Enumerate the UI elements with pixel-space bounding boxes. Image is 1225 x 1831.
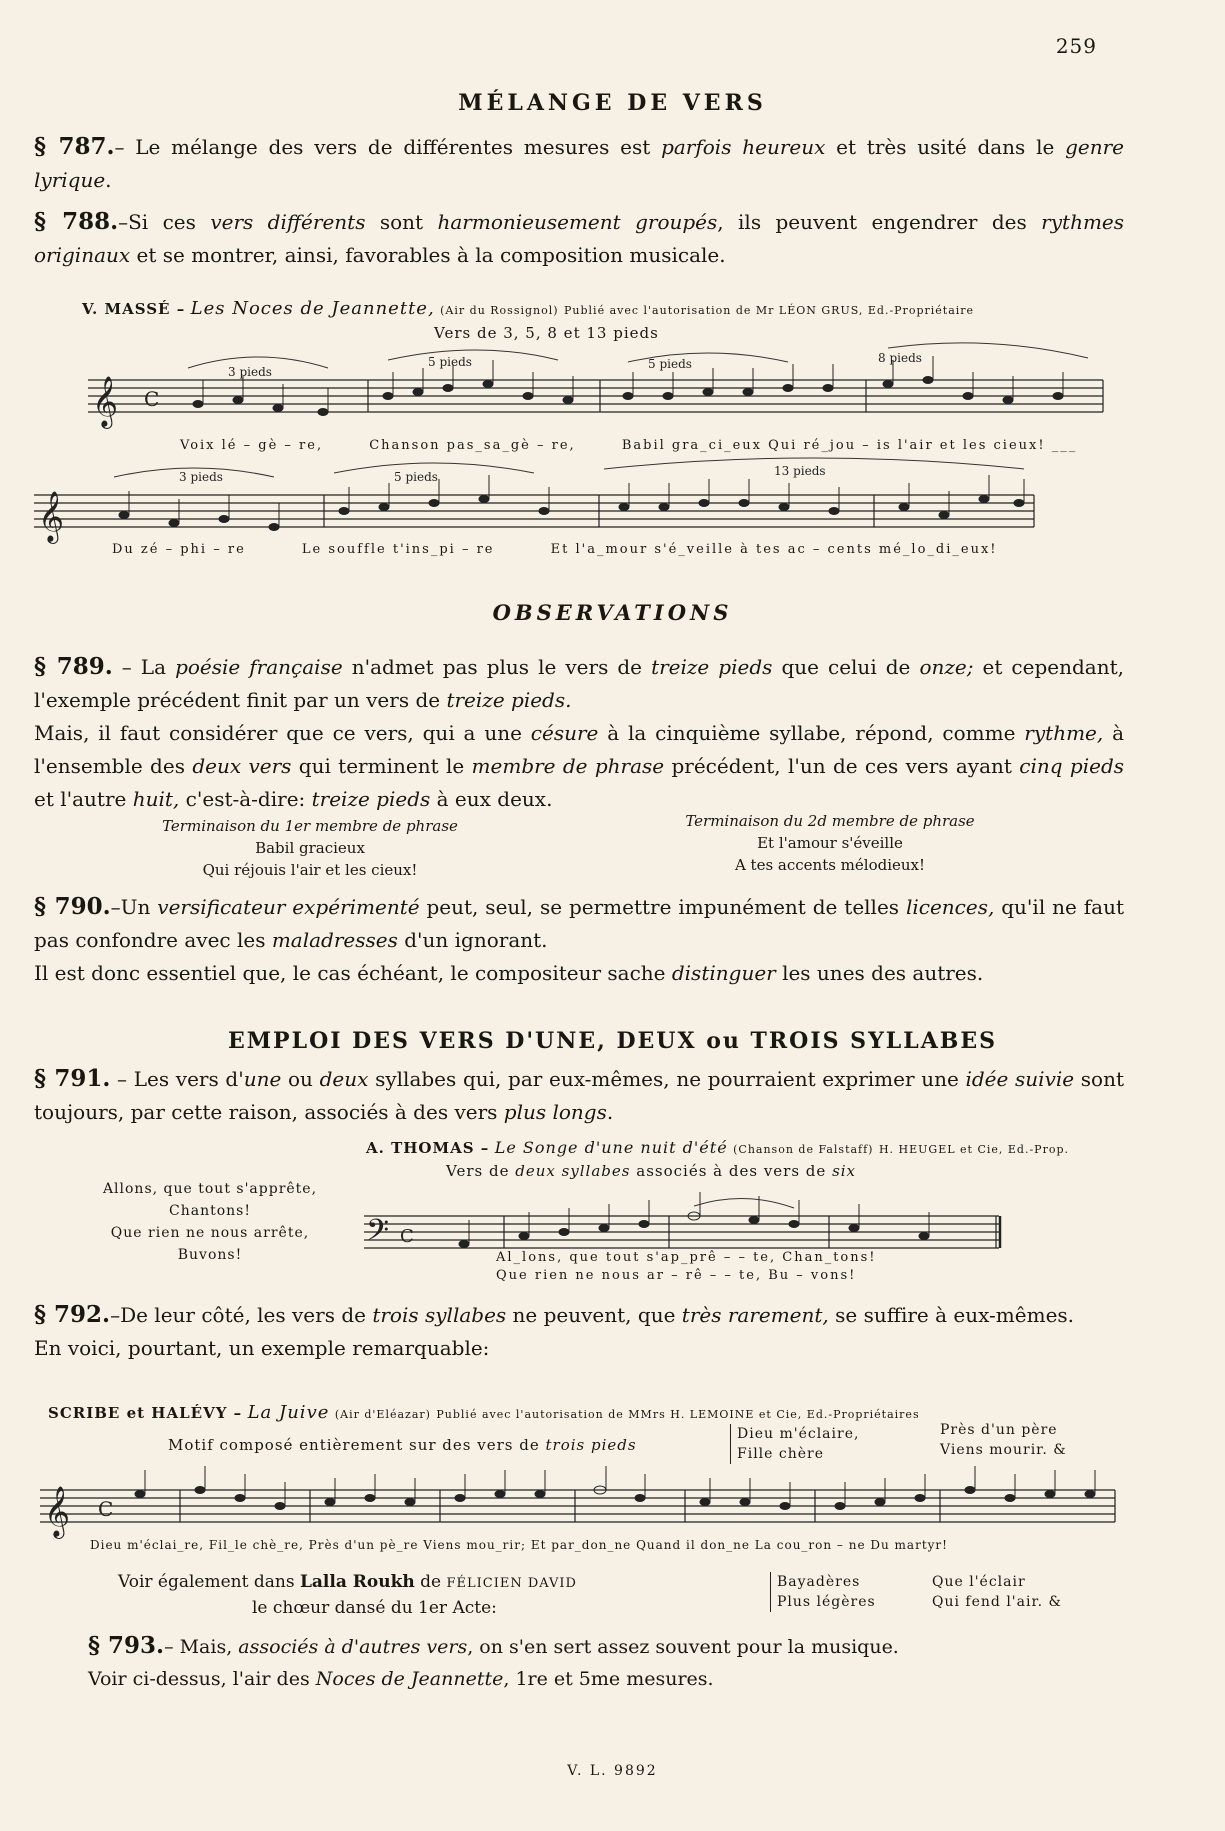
work-title: Le Songe d'une nuit d'été	[494, 1138, 728, 1157]
emphasis: très rarement,	[681, 1303, 829, 1327]
termination-2	[640, 810, 1020, 876]
text: –Si ces	[118, 210, 211, 234]
emphasis: distinguer	[671, 961, 776, 985]
bracket-line: Plus légères	[777, 1594, 876, 1610]
section-number: § 787.	[34, 133, 115, 160]
composer: A. THOMAS –	[366, 1139, 490, 1157]
emphasis: plus longs	[503, 1100, 607, 1124]
poem-line: Que rien ne nous arrête,	[110, 1225, 310, 1241]
text: Voir ci-dessus, l'air des	[88, 1668, 316, 1690]
composer: V. MASSÉ –	[82, 300, 186, 318]
section-title-emploi: EMPLOI DES VERS D'UNE, DEUX ou TROIS SYLLABES	[227, 1028, 998, 1054]
section-number: § 793.	[88, 1632, 165, 1659]
motif-note	[168, 1436, 637, 1454]
text: – Les vers d'	[110, 1067, 244, 1091]
page-number: 259	[1055, 34, 1097, 58]
emphasis: versificateur expérimenté	[157, 895, 420, 919]
phrase-slurs	[188, 343, 1088, 368]
music-staff-2	[34, 455, 1104, 545]
emphasis: idée suivie	[965, 1067, 1075, 1091]
example-subtitle	[446, 1162, 856, 1180]
lyric: Le souffle t'ins_pi – re	[301, 542, 495, 557]
text: En voici, pourtant, un exemple remarquable:	[34, 1336, 490, 1360]
text: .	[105, 168, 112, 192]
text: et cependant, l'exemple précédent finit par un vers de	[34, 655, 1124, 712]
text: se suffire à eux-mêmes.	[828, 1303, 1075, 1327]
text: les unes des autres.	[775, 961, 984, 985]
text: qu'il ne faut pas confondre avec les	[34, 895, 1124, 952]
paragraph-793	[88, 1630, 1088, 1695]
emphasis: deux syllabes	[515, 1162, 631, 1180]
text: – La	[112, 655, 176, 679]
lyric: Du zé – phi – re	[112, 542, 246, 557]
text: –De leur côté, les vers de	[110, 1303, 373, 1327]
text: le chœur dansé du 1er Acte:	[252, 1598, 497, 1618]
text: et l'autre	[34, 787, 133, 811]
time-signature: C	[98, 1497, 114, 1521]
bracket-line: Qui fend l'air. &	[932, 1594, 1062, 1610]
termination-title: Terminaison du 1er membre de phrase	[162, 817, 458, 835]
emphasis: vers différents	[210, 210, 366, 234]
text: ou	[281, 1067, 320, 1091]
foot-label: 5 pieds	[648, 357, 692, 371]
emphasis: onze;	[919, 655, 974, 679]
termination-line: Babil gracieux	[255, 839, 365, 857]
treble-clef-icon: 𝄞	[38, 491, 65, 542]
lyrics-juive: Dieu m'éclai_re, Fil_le chè_re, Près d'un pè_re Viens mou_rir; Et par_don_ne Quand il don_ne La cou_ron – ne Du martyr!	[90, 1538, 948, 1552]
emphasis: membre de phrase	[471, 754, 665, 778]
section-number: § 789.	[34, 653, 113, 680]
emphasis: deux	[319, 1067, 369, 1091]
permission-note: Publié avec l'autorisation de Mr LÉON GRUS, Ed.-Propriétaire	[564, 304, 975, 317]
bracket-line: Près d'un père	[940, 1422, 1058, 1438]
text: – Mais,	[164, 1636, 239, 1658]
emphasis: licences,	[905, 895, 995, 919]
emphasis: cinq pieds	[1019, 754, 1125, 778]
plate-number: V. L. 9892	[567, 1763, 658, 1779]
lyrics-allons: Al_lons, que tout s'ap_prê – – te, Chan_tons!	[496, 1250, 877, 1265]
text: .	[606, 1100, 614, 1124]
text: syllabes qui, par eux-mêmes, ne pourraient exprimer une	[368, 1067, 966, 1091]
foot-labels	[228, 351, 922, 379]
termination-line: Qui réjouis l'air et les cieux!	[202, 861, 418, 879]
example-subtitle: Vers de 3, 5, 8 et 13 pieds	[434, 324, 659, 342]
see-also	[118, 1570, 738, 1620]
lyrics-row-1	[180, 438, 1077, 453]
text: ne peuvent, que	[506, 1303, 682, 1327]
emphasis: deux vers	[192, 754, 292, 778]
emphasis: associés à d'autres vers	[238, 1636, 468, 1658]
time-signature: C	[144, 387, 160, 411]
text: de	[414, 1572, 447, 1592]
emphasis: treize pieds	[651, 655, 773, 679]
work-title: Lalla Roukh	[299, 1572, 415, 1592]
text: Voir également dans	[118, 1572, 300, 1592]
paragraph-787	[34, 130, 1124, 197]
air-name: (Chanson de Falstaff)	[733, 1143, 874, 1156]
lyric: Chanson pas_sa_gè – re,	[369, 438, 576, 453]
paragraph-789	[34, 650, 1124, 816]
text: que celui de	[772, 655, 920, 679]
treble-clef-icon: 𝄞	[44, 1486, 71, 1537]
foot-label: 3 pieds	[179, 470, 223, 484]
emphasis: huit,	[132, 787, 180, 811]
section-number: § 790.	[34, 893, 111, 920]
bracket-line: Dieu m'éclaire,	[737, 1426, 860, 1442]
text: , 1re et 5me mesures.	[503, 1668, 714, 1690]
foot-label: 8 pieds	[878, 351, 922, 365]
termination-1	[120, 815, 500, 881]
emphasis: parfois heureux	[661, 135, 826, 159]
air-name: (Air d'Eléazar)	[334, 1408, 431, 1421]
section-title-melange: MÉLANGE DE VERS	[458, 90, 767, 116]
text: Vers de	[446, 1162, 516, 1180]
example-credit-thomas	[366, 1138, 1069, 1157]
text: associés à des vers de	[630, 1162, 833, 1180]
emphasis: rythme,	[1024, 721, 1104, 745]
termination-line: Et l'amour s'éveille	[757, 834, 903, 852]
emphasis: maladresses	[271, 928, 398, 952]
music-staff-4	[40, 1460, 1120, 1540]
observations-title: OBSERVATIONS	[492, 600, 733, 625]
lyric: Et l'a_mour s'é_veille à tes ac – cents mé_lo_di_eux!	[550, 542, 998, 557]
poem-allons	[90, 1178, 330, 1266]
bracket-eclair	[932, 1572, 1062, 1612]
emphasis: genre lyrique	[34, 135, 1125, 192]
emphasis: treize pieds.	[446, 688, 572, 712]
permission-note: Publié avec l'autorisation de MMrs H. LEMOINE et Cie, Ed.-Propriétaires	[436, 1408, 920, 1421]
text: n'admet pas plus le vers de	[342, 655, 652, 679]
bracket-dieu	[730, 1424, 859, 1464]
work-title: Les Noces de Jeannette,	[190, 298, 435, 319]
text: à la cinquième syllabe, répond, comme	[598, 721, 1025, 745]
treble-clef-icon: 𝄞	[92, 376, 119, 427]
emphasis: poésie française	[175, 655, 343, 679]
section-number: § 788.	[34, 208, 119, 235]
emphasis: rythmes originaux	[34, 210, 1125, 267]
text: Mais, il faut considérer que ce vers, qui a une	[34, 721, 531, 745]
notes	[193, 356, 1063, 416]
bracket-line: Que l'éclair	[932, 1574, 1026, 1590]
section-number: § 792.	[34, 1301, 111, 1328]
text: peut, seul, se permettre impunément de telles	[419, 895, 906, 919]
composer: SCRIBE et HALÉVY –	[48, 1404, 243, 1422]
emphasis: césure	[530, 721, 599, 745]
emphasis: six	[832, 1162, 857, 1180]
poem-line: Allons, que tout s'apprête,	[102, 1181, 318, 1197]
text: à l'ensemble des	[34, 721, 1125, 778]
bass-clef-icon: 𝄢	[366, 1214, 390, 1255]
foot-label: 5 pieds	[428, 355, 472, 369]
foot-label: 3 pieds	[228, 365, 272, 379]
bracket-pres	[940, 1420, 1067, 1460]
bracket-bayaderes	[770, 1572, 876, 1612]
emphasis: treize pieds	[311, 787, 431, 811]
text: c'est-à-dire:	[179, 787, 312, 811]
emphasis: Noces de Jeannette	[315, 1668, 504, 1690]
text: Motif composé entièrement sur des vers de	[168, 1436, 546, 1454]
text: , on s'en sert assez souvent pour la musique.	[467, 1636, 899, 1658]
text: d'un ignorant.	[397, 928, 548, 952]
music-staff-1	[88, 340, 1108, 440]
section-number: § 791.	[34, 1065, 111, 1092]
text: –Un	[110, 895, 158, 919]
poem-line: Buvons!	[177, 1247, 243, 1263]
staff-lines	[88, 380, 1103, 412]
paragraph-792	[34, 1298, 1124, 1365]
text: précédent, l'un de ces vers ayant	[664, 754, 1020, 778]
emphasis: une	[243, 1067, 282, 1091]
bracket-line: Fille chère	[737, 1446, 825, 1462]
bracket-line: Bayadères	[777, 1574, 861, 1590]
composer: FÉLICIEN DAVID	[446, 1576, 577, 1591]
text: et très usité dans le	[825, 135, 1066, 159]
text: Il est donc essentiel que, le cas échéant, le compositeur sache	[34, 961, 672, 985]
emphasis: trois pieds	[545, 1436, 637, 1454]
time-signature: C	[400, 1226, 414, 1247]
paragraph-788	[34, 205, 1124, 272]
text: et se montrer, ainsi, favorables à la composition musicale.	[130, 243, 726, 267]
foot-label: 13 pieds	[774, 464, 826, 478]
emphasis: harmonieusement groupés	[437, 210, 718, 234]
air-name: (Air du Rossignol)	[440, 304, 559, 317]
example-credit-masse	[82, 298, 974, 319]
lyrics-row-2	[112, 542, 998, 557]
termination-title: Terminaison du 2d membre de phrase	[685, 812, 975, 830]
lyrics-que-rien: Que rien ne nous ar – rê – – te, Bu – vons!	[496, 1268, 857, 1283]
example-credit-halevy	[48, 1402, 920, 1423]
paragraph-790	[34, 890, 1124, 990]
emphasis: trois syllabes	[372, 1303, 507, 1327]
text: qui terminent le	[291, 754, 472, 778]
paragraph-791	[34, 1062, 1124, 1129]
music-staff-3	[364, 1180, 1004, 1260]
text: sont	[365, 210, 438, 234]
bracket-line: Viens mourir. &	[940, 1442, 1067, 1458]
foot-label: 5 pieds	[394, 470, 438, 484]
text: – Le mélange des vers de différentes mesures est	[114, 135, 662, 159]
text: à eux deux.	[430, 787, 553, 811]
text: sont toujours, par cette raison, associés à des vers	[34, 1067, 1125, 1124]
termination-line: A tes accents mélodieux!	[734, 856, 926, 874]
publisher: H. HEUGEL et Cie, Ed.-Prop.	[878, 1143, 1070, 1156]
text: , ils peuvent engendrer des	[717, 210, 1042, 234]
lyric: Babil gra_ci_eux Qui ré_jou – is l'air et les cieux! ___	[621, 438, 1078, 453]
poem-line: Chantons!	[169, 1203, 251, 1219]
work-title: La Juive	[247, 1402, 330, 1423]
lyric: Voix lé – gè – re,	[180, 438, 324, 453]
